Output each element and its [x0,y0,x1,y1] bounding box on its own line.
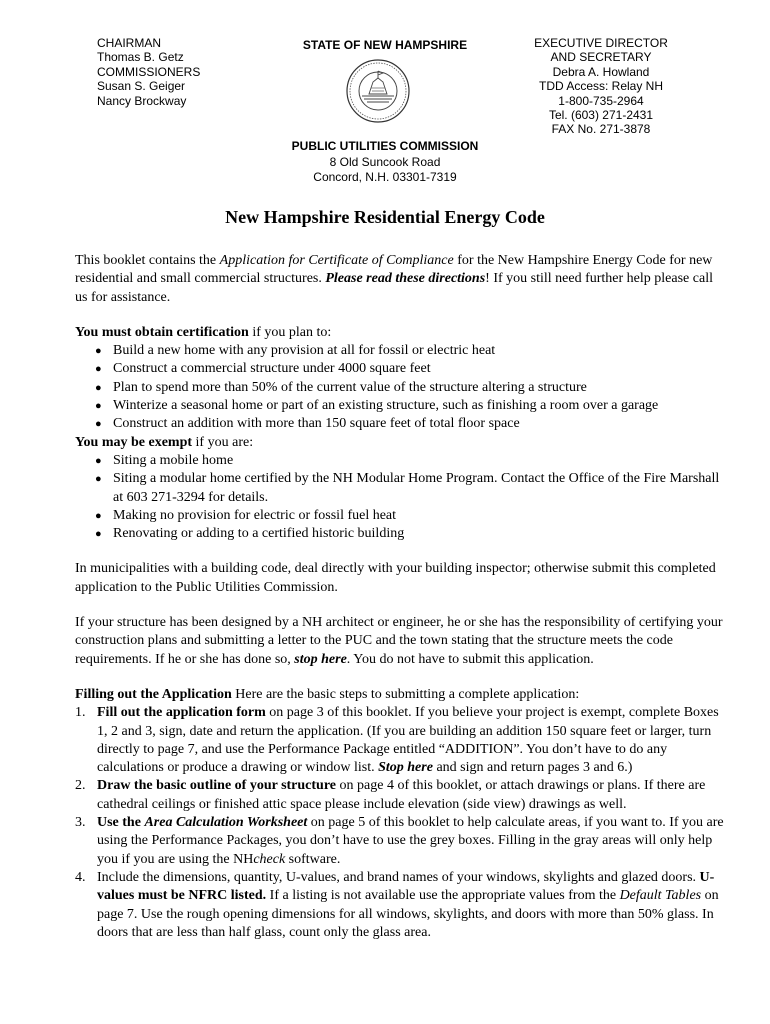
list-item: ● Siting a mobile home [75,452,725,470]
commissioner-name: Nancy Brockway [97,93,187,108]
text-run: Here are the basic steps to submitting a complete application: [231,686,580,702]
page-title: New Hampshire Residential Energy Code [225,207,545,227]
text-run-bold: Draw the basic outline of your structure [97,778,337,794]
header-center-block [280,36,490,52]
tdd-phone: 1-800-735-2964 [558,93,644,108]
list-item: ● Build a new home with any provision at all for fossil or electric heat [75,342,725,360]
text-run: on page 4 of this booklet, or attach drawings or plans. If there are cathedral ceilings or finished attic space please include elevation (side view) drawings as well. [97,778,706,812]
text-run: on page 7. Use the rough opening dimensions for all windows, skylights, and doors with more than 50% glass. In doors that are less than half glass, count only the glass area. [97,888,719,940]
text-run: on page 5 of this booklet to help calculate areas, if you want to. If you are using the Performance Packages, you don’t have to use the grey boxes. Filling in the gray areas will only help you if you are using the NH [97,815,724,867]
certification-list [75,342,725,433]
text-run: for the New Hampshire Energy Code for new residential and small commercial structures. [75,253,713,287]
text-run-bold: You may be exempt [75,434,193,450]
list-item: ● Construct an addition with more than 150 square feet of total floor space [75,415,725,433]
step-number: 4. [75,869,86,885]
fax: FAX No. 271-3878 [551,122,651,137]
text-run: If your structure has been designed by a NH architect or engineer, he or she has the responsibility of certifying your construction plans and submitting a letter to the PUC and the town stating that the structure meets the code requirements. If he or she has done so, [75,615,723,667]
text-run-italic: Default Tables [619,888,702,904]
step-number: 2. [75,778,86,794]
text-run-italic: check [253,851,286,867]
list-item: ● Plan to spend more than 50% of the current value of the structure altering a structure [75,379,725,397]
text-run: Include the dimensions, quantity, U-values, and brand names of your windows, skylights and glazed doors. [97,869,700,885]
commissioner-name: Susan S. Geiger [97,79,186,94]
text-run-bold: U-values must be NFRC listed. [97,869,715,904]
text-run: . You do not have to submit this application. [346,651,594,667]
text-run: If a listing is not available use the appropriate values from the [266,888,620,904]
text-run: software. [285,851,341,867]
step-item [75,869,725,942]
secretary-label: AND SECRETARY [550,50,652,65]
intro-paragraph [75,252,725,307]
step-number: 1. [75,705,86,721]
text-run-bold-italic: Stop here [378,760,433,776]
text-run-bold-italic: Area Calculation Worksheet [144,815,308,831]
text-run-italic: Application for Certificate of Compliance [219,253,454,268]
municipal-paragraph: In municipalities with a building code, deal directly with your building inspector; otherwise submit this completed application to the Public Utilities Commission. [75,561,716,595]
text-run: if you plan to: [248,324,332,340]
step-item [75,704,725,777]
step-number: 3. [75,815,86,831]
tdd-access: TDD Access: Relay NH [538,79,664,94]
certification-lead [75,324,725,342]
address-line-1: 8 Old Suncook Road [329,154,441,169]
steps-list [75,704,725,942]
text-run: ! If you still need further help please call us for assistance. [75,271,713,305]
text-run-bold: Use the [97,815,145,831]
header-left-block [97,36,200,108]
commissioners-label: COMMISSIONERS [97,64,201,79]
text-run: This booklet contains the [75,253,220,268]
address-line-2: Concord, N.H. 03301-7319 [313,170,457,184]
state-title: STATE OF NEW HAMPSHIRE [302,38,468,52]
executive-director-label: EXECUTIVE DIRECTOR [534,36,668,50]
commission-block [235,139,535,186]
architect-paragraph [75,614,725,669]
chairman-name: Thomas B. Getz [97,50,184,65]
list-item: ● Siting a modular home certified by the NH Modular Home Program. Contact the Office of the Fire Marshall at 603 271-3294 for details. [75,470,725,507]
text-run: and sign and return pages 3 and 6.) [432,760,633,776]
text-run-bold: You must obtain certification [75,324,249,340]
document-body [75,252,725,942]
text-run-bold-italic: Please read these directions [325,271,486,287]
step-item [75,777,725,814]
exempt-lead [75,434,725,452]
list-item: ● Construct a commercial structure under 4000 square feet [75,360,725,378]
text-run: if you are: [192,434,254,450]
director-name: Debra A. Howland [552,64,650,79]
step-item [75,814,725,869]
header-right-block [516,36,686,137]
state-seal-icon [345,58,411,124]
text-run: on page 3 of this booklet. If you believe your project is exempt, complete Boxes 1, 2 and 3, sign, date and return the application. (If you are building an addition 150 square feet or larger, turn directly to page 7, and use the Performance Package entitled “ADDITION”. You don’t have to do any calculations or produce a drawing or window list. [97,705,719,776]
text-run-bold: Filling out the Application [75,686,232,702]
telephone: Tel. (603) 271-2431 [548,108,654,123]
chairman-label: CHAIRMAN [97,36,162,50]
filling-lead [75,686,725,704]
exempt-list [75,452,725,543]
commission-name: PUBLIC UTILITIES COMMISSION [291,139,479,153]
list-item: ● Renovating or adding to a certified historic building [75,525,725,543]
text-run-bold-italic: stop here [294,651,347,667]
list-item: ● Winterize a seasonal home or part of an existing structure, such as finishing a room over a garage [75,397,725,415]
text-run-bold: Fill out the application form [97,705,266,721]
list-item: ● Making no provision for electric or fossil fuel heat [75,507,725,525]
